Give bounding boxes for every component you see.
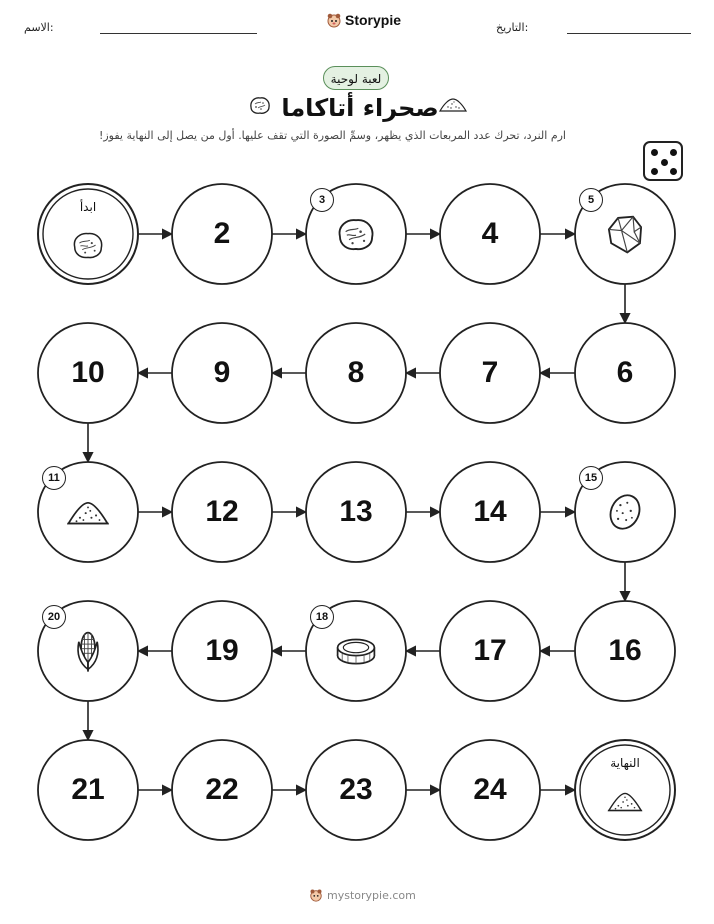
game-type-badge: لعبة لوحية bbox=[323, 66, 389, 90]
storypie-mascot-icon bbox=[309, 888, 323, 902]
name-label: الاسم: bbox=[24, 21, 54, 34]
footer bbox=[309, 888, 416, 902]
space-number-badge: 5 bbox=[579, 188, 603, 212]
space-number: 12 bbox=[205, 495, 239, 528]
potato-icon bbox=[602, 489, 648, 539]
instructions-text: ارم النرد، تحرك عدد المربعات الذي يظهر، وسمِّ الصورة التي تقف عليها. أول من يصل إلى النهاية يفوز! bbox=[98, 129, 566, 142]
footer-url: mystorypie.com bbox=[327, 888, 416, 902]
space-number: 7 bbox=[481, 356, 499, 389]
space-number: 4 bbox=[481, 217, 499, 250]
finish-label: النهاية bbox=[610, 756, 640, 770]
space-number: 21 bbox=[71, 773, 105, 806]
space-number-badge: 18 bbox=[310, 605, 334, 629]
rock-icon bbox=[69, 226, 107, 268]
logo-text: Storypie bbox=[345, 12, 402, 28]
space-number: 10 bbox=[71, 356, 105, 389]
sand-pile-icon bbox=[606, 782, 644, 824]
space-number: 9 bbox=[213, 356, 231, 389]
space-number-badge: 15 bbox=[579, 466, 603, 490]
space-number: 24 bbox=[473, 773, 507, 806]
space-number-badge: 11 bbox=[42, 466, 66, 490]
space-number-badge: 20 bbox=[42, 605, 66, 629]
space-number: 16 bbox=[608, 634, 642, 667]
space-number: 19 bbox=[205, 634, 239, 667]
coin-icon bbox=[333, 628, 379, 678]
date-label: التاريخ: bbox=[496, 21, 529, 34]
space-number: 13 bbox=[339, 495, 373, 528]
space-number: 22 bbox=[205, 773, 239, 806]
rock-icon bbox=[333, 211, 379, 261]
space-number-badge: 3 bbox=[310, 188, 334, 212]
space-number: 6 bbox=[616, 356, 634, 389]
space-number: 8 bbox=[347, 356, 365, 389]
space-number: 23 bbox=[339, 773, 373, 806]
corn-icon bbox=[65, 628, 111, 678]
space-number: 2 bbox=[213, 217, 231, 250]
space-number: 17 bbox=[473, 634, 507, 667]
sand-pile-icon bbox=[65, 489, 111, 539]
crystal-rock-icon bbox=[602, 211, 648, 261]
space-number: 14 bbox=[473, 495, 507, 528]
page-title: صحراء أتاكاما bbox=[281, 94, 439, 122]
start-label: ابدأ bbox=[79, 200, 97, 214]
